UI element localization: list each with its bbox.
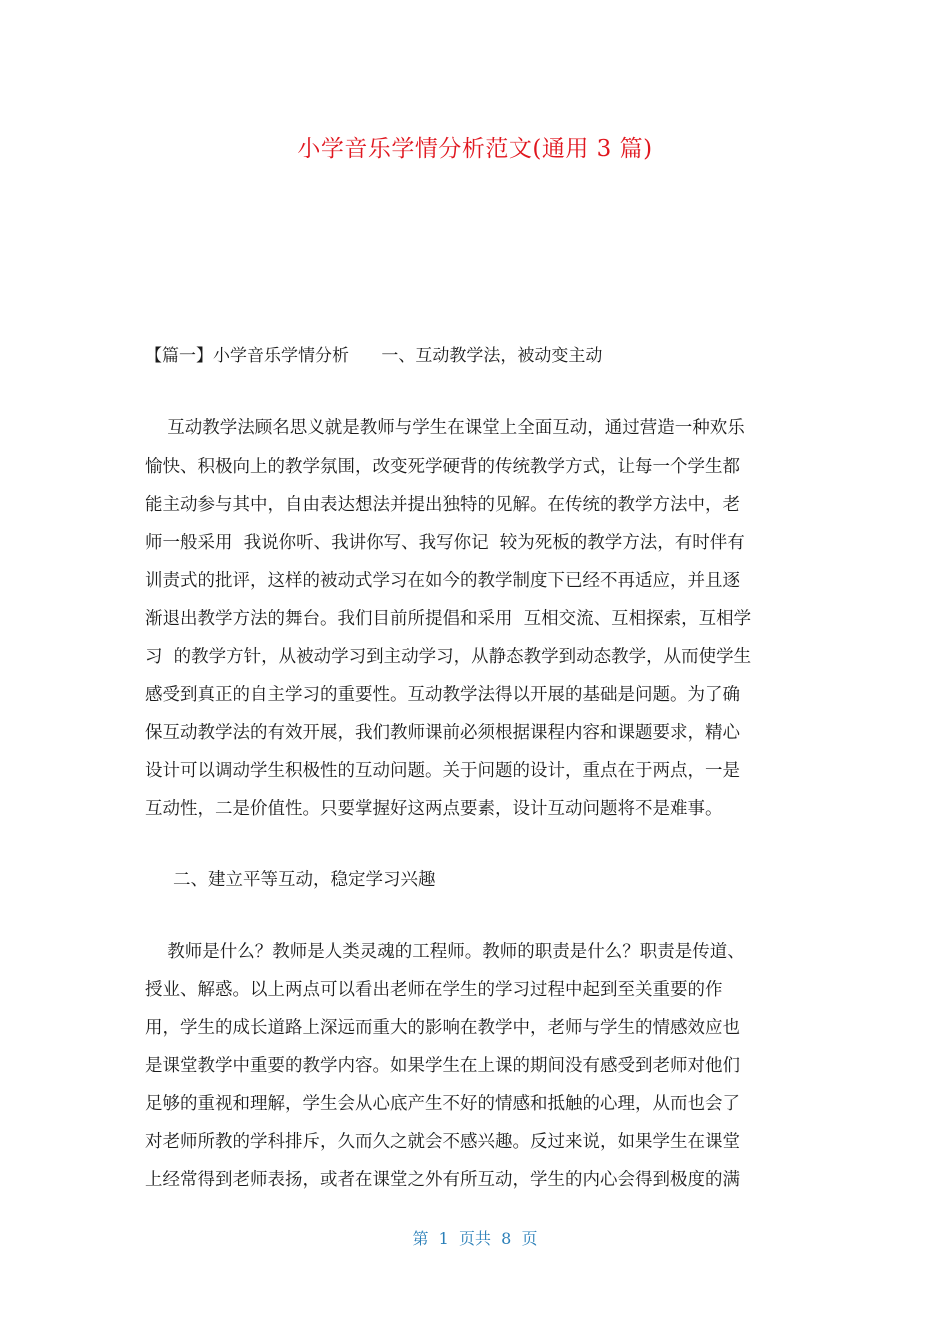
paragraph-line: 是课堂教学中重要的教学内容。如果学生在上课的期间没有感受到老师对他们 bbox=[145, 1056, 740, 1076]
paragraph-line: 对老师所教的学科排斥，久而久之就会不感兴趣。反过来说，如果学生在课堂 bbox=[145, 1132, 740, 1152]
paragraph-line: 教师是什么？教师是人类灵魂的工程师。教师的职责是什么？职责是传道、 bbox=[145, 942, 745, 962]
paragraph-line: 训责式的批评，这样的被动式学习在如今的教学制度下已经不再适应，并且逐 bbox=[145, 571, 740, 591]
paragraph-line: 习 的教学方针，从被动学习到主动学习，从静态教学到动态教学，从而使学生 bbox=[145, 647, 752, 667]
paragraph-line: 上经常得到老师表扬，或者在课堂之外有所互动，学生的内心会得到极度的满 bbox=[145, 1170, 740, 1190]
paragraph-line: 授业、解惑。以上两点可以看出老师在学生的学习过程中起到至关重要的作 bbox=[145, 980, 723, 1000]
paragraph-line: 师一般采用 我说你听、我讲你写、我写你记 较为死板的教学方法，有时伴有 bbox=[145, 533, 745, 553]
paragraph-line: 保互动教学法的有效开展，我们教师课前必须根据课程内容和课题要求，精心 bbox=[145, 723, 740, 743]
paragraph-line: 感受到真正的自主学习的重要性。互动教学法得以开展的基础是问题。为了确 bbox=[145, 685, 740, 705]
paragraph-line: 能主动参与其中，自由表达想法并提出独特的见解。在传统的教学方法中，老 bbox=[145, 495, 740, 515]
paragraph-line: 设计可以调动学生积极性的互动问题。关于问题的设计，重点在于两点，一是 bbox=[145, 761, 740, 781]
paragraph-line: 愉快、积极向上的教学氛围，改变死学硬背的传统教学方式，让每一个学生都 bbox=[145, 457, 740, 477]
paragraph-line: 渐退出教学方法的舞台。我们目前所提倡和采用 互相交流、互相探索，互相学 bbox=[145, 609, 752, 629]
paragraph-line: 互动性，二是价值性。只要掌握好这两点要素，设计互动问题将不是难事。 bbox=[145, 799, 723, 819]
paragraph-line: 用，学生的成长道路上深远而重大的影响在教学中，老师与学生的情感效应也 bbox=[145, 1018, 740, 1038]
page-number-footer: 第 1 页共 8 页 bbox=[412, 1229, 538, 1248]
section-heading: 【篇一】小学音乐学情分析 一、互动教学法，被动变主动 bbox=[145, 346, 603, 366]
document-title: 小学音乐学情分析范文(通用 3 篇) bbox=[297, 136, 653, 162]
section-subheading: 二、建立平等互动，稳定学习兴趣 bbox=[173, 870, 436, 890]
paragraph-line: 互动教学法顾名思义就是教师与学生在课堂上全面互动，通过营造一种欢乐 bbox=[145, 418, 745, 438]
paragraph-line: 足够的重视和理解，学生会从心底产生不好的情感和抵触的心理，从而也会了 bbox=[145, 1094, 740, 1114]
